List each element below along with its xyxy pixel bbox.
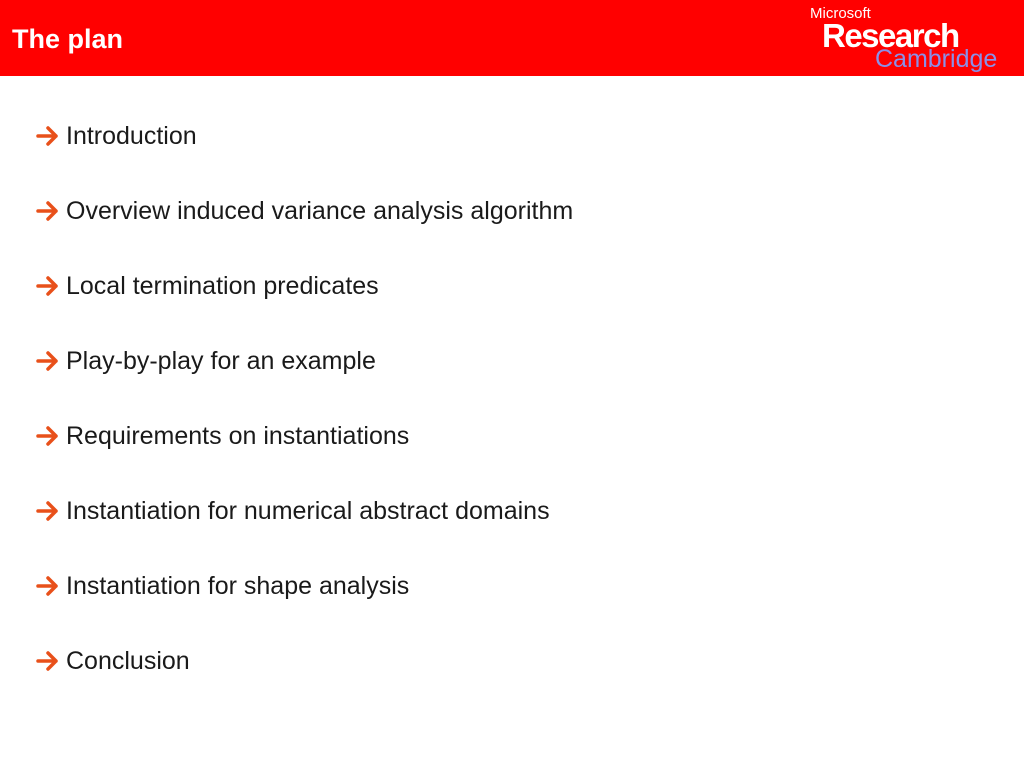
logo-line-research: Research <box>822 17 959 54</box>
arrow-right-icon <box>36 488 66 534</box>
microsoft-research-cambridge-logo <box>806 5 1011 73</box>
agenda-item-shape-analysis <box>36 563 573 609</box>
slide-title: The plan <box>12 24 124 54</box>
agenda-item-play-by-play <box>36 338 573 384</box>
title-bar <box>0 0 1024 76</box>
agenda-list <box>36 113 573 713</box>
agenda-item-label: Local termination predicates <box>66 272 379 300</box>
agenda-item-label: Instantiation for shape analysis <box>66 572 410 600</box>
agenda-item-label: Instantiation for numerical abstract domains <box>66 497 550 525</box>
arrow-right-icon <box>36 413 66 459</box>
agenda-item-introduction <box>36 113 573 159</box>
arrow-right-icon <box>36 263 66 309</box>
agenda-item-conclusion <box>36 638 573 684</box>
arrow-right-icon <box>36 338 66 384</box>
agenda-item-overview <box>36 188 573 234</box>
arrow-right-icon <box>36 113 66 159</box>
arrow-right-icon <box>36 638 66 684</box>
agenda-item-numerical-domains <box>36 488 573 534</box>
agenda-item-label: Play-by-play for an example <box>66 347 376 375</box>
agenda-item-label: Conclusion <box>66 647 190 675</box>
agenda-item-label: Requirements on instantiations <box>66 422 410 450</box>
agenda-item-local-termination <box>36 263 573 309</box>
arrow-right-icon <box>36 188 66 234</box>
agenda-item-requirements <box>36 413 573 459</box>
logo-line-microsoft: Microsoft <box>810 5 871 22</box>
logo-line-cambridge: Cambridge <box>875 45 998 73</box>
agenda-item-label: Overview induced variance analysis algorithm <box>66 197 574 225</box>
agenda-item-label: Introduction <box>66 122 197 150</box>
arrow-right-icon <box>36 563 66 609</box>
